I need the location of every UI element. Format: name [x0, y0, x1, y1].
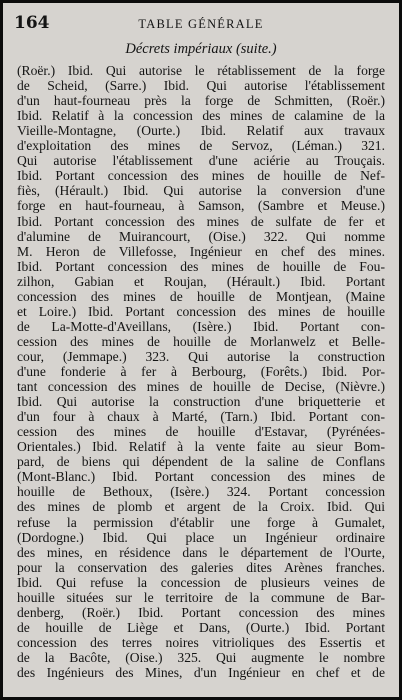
text-line: houille situées sur le territoire de la commune de Bar- — [17, 589, 385, 605]
text-line: d'exploitation des mines de Servoz, (Léman.) 321. — [17, 138, 385, 154]
text-line: d'alumine de Muirancourt, (Oise.) 322. Qui nomme — [17, 228, 385, 244]
text-line: M. Heron de Villefosse, Ingénieur en chef des mines. — [17, 243, 385, 259]
page-header — [3, 13, 399, 35]
text-line: de Scheid, (Sarre.) Ibid. Qui autorise l'établissement — [17, 78, 385, 94]
text-line: pard, de biens qui dépendent de la saline de Conflans — [17, 454, 385, 470]
text-line: cession des mines de houille de Morlanwelz et Belle- — [17, 333, 385, 349]
text-line: denberg, (Roër.) Ibid. Portant concession des mines — [17, 604, 385, 620]
text-line: cession des mines de houille d'Estavar, (Pyrénées- — [17, 424, 385, 440]
text-line: forge en haut-fourneau, à Samson, (Sambre et Meuse.) — [17, 198, 385, 214]
text-line: d'un haut-fourneau près la forge de Schmitten, (Roër.) — [17, 93, 385, 109]
running-title: TABLE GÉNÉRALE — [138, 17, 264, 31]
text-line: Orientales.) Ibid. Relatif à la vente faite au sieur Bom- — [17, 439, 385, 455]
text-line: Ibid. Relatif à la concession des mines de calamine de la — [17, 108, 385, 124]
text-line: zilhon, Gabian et Roujan, (Hérault.) Ibid. Portant — [17, 273, 385, 289]
text-line: de La-Motte-d'Aveillans, (Isère.) Ibid. Portant con- — [17, 318, 385, 334]
text-line: d'une fonderie à fer à Berbourg, (Forêts.) Ibid. Por- — [17, 364, 385, 379]
text-line: concession des mines de houille de Montjean, (Maine — [17, 288, 385, 304]
text-line: (Mont-Blanc.) Ibid. Portant concession des mines de — [17, 469, 385, 485]
text-line: Ibid. Portant concession des mines de houille de Fou- — [17, 258, 385, 274]
text-line: des mines de plomb et argent de la Croix. Ibid. Qui — [17, 499, 385, 515]
text-line: et Loire.) Ibid. Portant concession des mines de houille — [17, 303, 385, 319]
page-number: 164 — [14, 13, 50, 33]
text-line: Qui autorise l'établissement d'une aciérie au Trouçais. — [17, 153, 385, 169]
text-line: pour la conservation des galeries dites Arènes franches. — [17, 559, 385, 575]
text-line: (Dordogne.) Ibid. Qui place un Ingénieur ordinaire — [17, 529, 385, 545]
text-line: refuse la permission d'établir une forge à Gumalet, — [17, 514, 385, 530]
text-line: de la Bacôte, (Oise.) 325. Qui augmente le nombre — [17, 649, 385, 665]
text-line: Vieille-Montagne, (Ourte.) Ibid. Relatif aux travaux — [17, 123, 385, 139]
text-line: houille de Bethoux, (Isère.) 324. Portant concession — [17, 484, 385, 500]
text-line: Ibid. Portant concession des mines de houille de Nef- — [17, 168, 385, 184]
text-line: Ibid. Portant concession des mines de sulfate de fer et — [17, 213, 385, 229]
text-line: cour, (Jemmape.) 323. Qui autorise la construction — [17, 348, 385, 364]
text-line: tant concession des mines de houille de Decise, (Nièvre.) — [17, 379, 385, 395]
text-line: fiès, (Hérault.) Ibid. Qui autorise la conversion d'une — [17, 183, 385, 199]
text-line: Ibid. Qui refuse la concession de plusieurs veines de — [17, 574, 385, 590]
text-line: d'un four à chaux à Marté, (Tarn.) Ibid. Portant con- — [17, 409, 385, 425]
text-line: de houille de Liège et Dans, (Ourte.) Ibid. Portant — [17, 619, 385, 635]
text-line: des mines, en résidence dans le département de l'Ourte, — [17, 544, 385, 560]
text-line: concession des terres noires vitrioliques des Essertis et — [17, 634, 385, 650]
text-line: des Ingénieurs des Mines, d'un Ingénieur en chef et de — [17, 665, 385, 680]
book-page — [3, 3, 399, 697]
text-line: (Roër.) Ibid. Qui autorise le rétablissement de la forge — [17, 63, 385, 78]
section-title: Décrets impériaux (suite.) — [125, 41, 277, 57]
text-line: Ibid. Qui autorise la construction d'une briquetterie et — [17, 394, 385, 410]
